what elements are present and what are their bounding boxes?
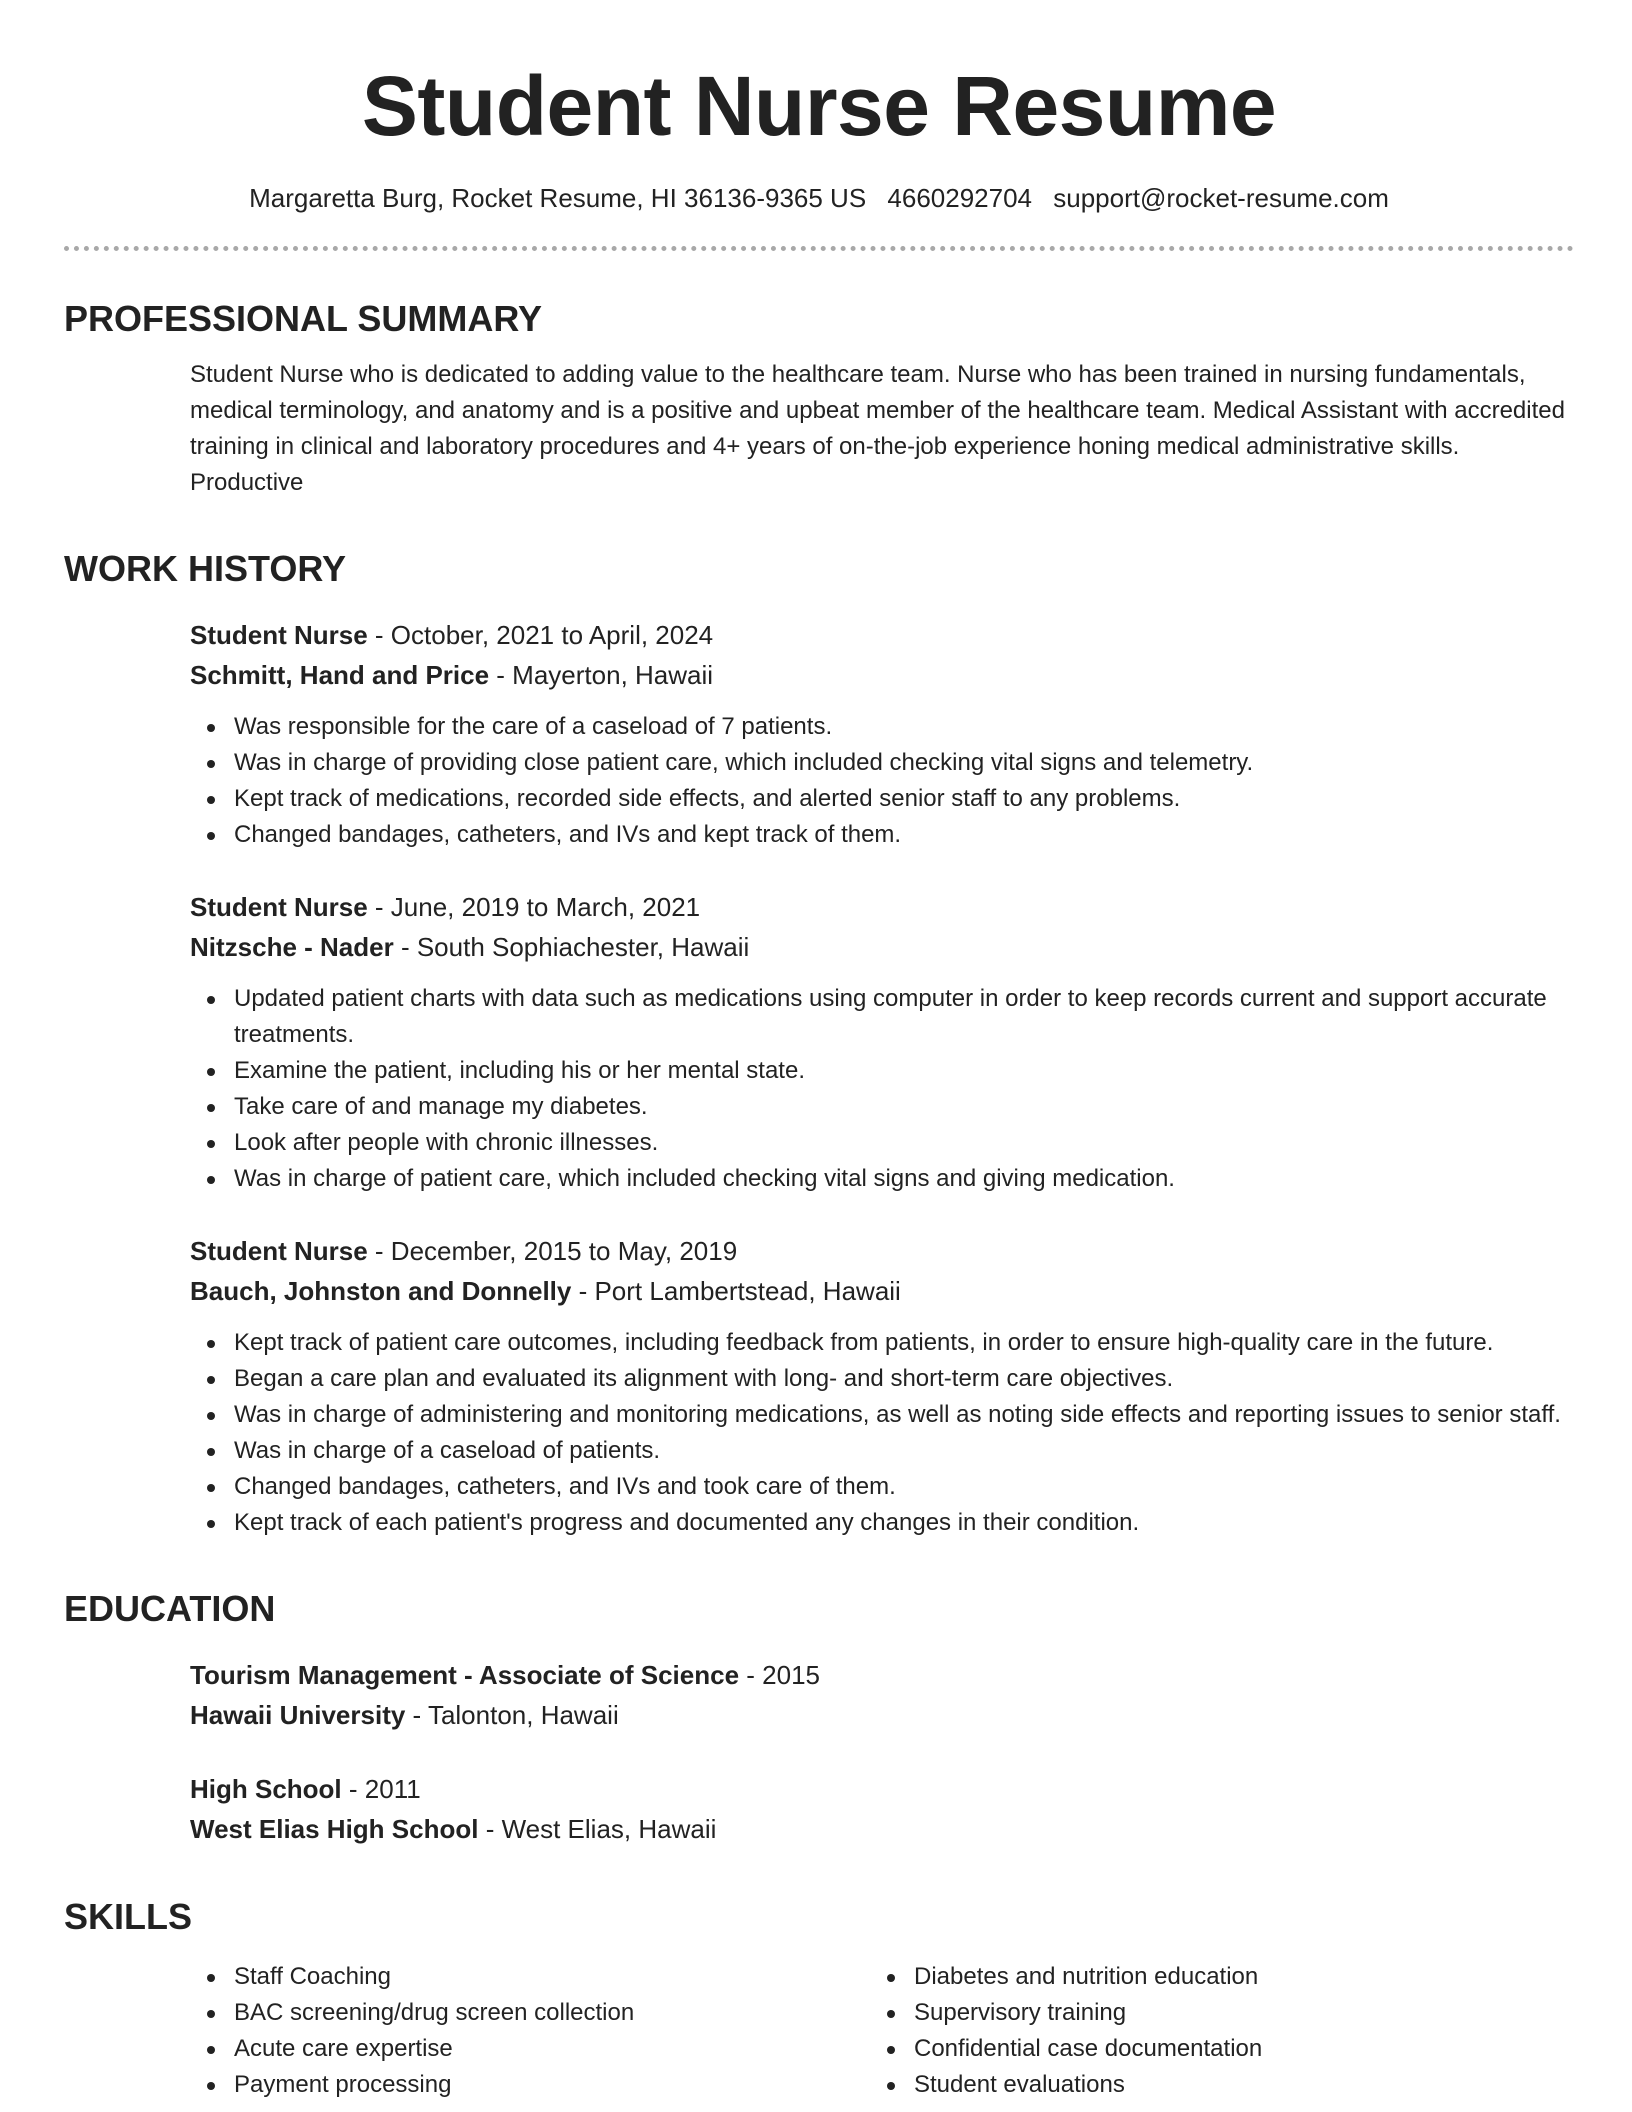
list-item: Was in charge of a caseload of patients. [190,1433,1574,1469]
degree-year: - 2015 [739,1660,820,1690]
job-company: Schmitt, Hand and Price [190,660,490,690]
degree-name: High School [190,1774,342,1804]
degree-line [190,1655,1574,1695]
job-title-line [190,887,1574,927]
job-company-line [190,927,1574,967]
job-entry [190,887,1574,1197]
list-item: Changed bandages, catheters, and IVs and kept track of them. [190,817,1574,853]
job-location: - Port Lambertstead, Hawaii [571,1276,901,1306]
job-bullets [190,1325,1574,1541]
job-title-line [190,1231,1574,1271]
list-item: Changed bandages, catheters, and IVs and took care of them. [190,1469,1574,1505]
list-item: Was in charge of administering and monitoring medications, as well as noting side effects and reporting issues to senior staff. [190,1397,1574,1433]
header-divider [64,246,1574,251]
job-company: Nitzsche - Nader [190,932,394,962]
school-line [190,1809,1574,1849]
education-entry [190,1769,1574,1849]
degree-year: - 2011 [341,1774,421,1804]
school-location: - Talonton, Hawaii [405,1700,619,1730]
degree-line [190,1769,1574,1809]
job-location: - South Sophiachester, Hawaii [393,932,750,962]
list-item: Was responsible for the care of a caseload of 7 patients. [190,709,1574,745]
skill-item: Staff Coaching [190,1959,870,1995]
resume-title: Student Nurse Resume [361,59,1277,153]
job-title: Student Nurse [190,892,368,922]
list-item: Kept track of medications, recorded side effects, and alerted senior staff to any problems. [190,781,1574,817]
skill-item: BAC screening/drug screen collection [190,1995,870,2031]
skill-item: Confidential case documentation [870,2031,1550,2067]
school-name: West Elias High School [190,1814,479,1844]
job-dates: - October, 2021 to April, 2024 [367,620,714,650]
summary-section [190,357,1574,501]
job-location: - Mayerton, Hawaii [489,660,714,690]
degree-name: Tourism Management - Associate of Science [190,1660,740,1690]
job-title-line [190,615,1574,655]
list-item: Kept track of each patient's progress and documented any changes in their condition. [190,1505,1574,1541]
list-item: Updated patient charts with data such as medications using computer in order to keep records current and support accurate treatments. [190,981,1574,1053]
job-dates: - June, 2019 to March, 2021 [367,892,701,922]
contact-address: Margaretta Burg, Rocket Resume, HI 36136-9365 US [249,183,867,213]
job-entry [190,1231,1574,1541]
education-entry [190,1655,1574,1735]
list-item: Take care of and manage my diabetes. [190,1089,1574,1125]
job-company-line [190,1271,1574,1311]
contact-line [64,180,1574,216]
job-bullets [190,981,1574,1197]
skills-heading: SKILLS [64,1896,193,1937]
job-company: Bauch, Johnston and Donnelly [190,1276,572,1306]
skill-item: Acute care expertise [190,2031,870,2067]
work-history-heading: WORK HISTORY [64,548,347,589]
skill-item: Supervisory training [870,1995,1550,2031]
school-location: - West Elias, Hawaii [478,1814,717,1844]
skills-column-right [870,1959,1550,2103]
school-line [190,1695,1574,1735]
summary-heading: PROFESSIONAL SUMMARY [64,298,543,339]
list-item: Examine the patient, including his or her mental state. [190,1053,1574,1089]
list-item: Look after people with chronic illnesses. [190,1125,1574,1161]
skill-item: Student evaluations [870,2067,1550,2103]
education-heading: EDUCATION [64,1588,276,1629]
education-section [190,1655,1574,1849]
work-history-section [190,615,1574,1541]
job-dates: - December, 2015 to May, 2019 [367,1236,738,1266]
contact-phone: 4660292704 [887,183,1033,213]
school-name: Hawaii University [190,1700,406,1730]
skill-item: Payment processing [190,2067,870,2103]
job-title: Student Nurse [190,1236,368,1266]
resume-page [64,56,1574,2103]
job-company-line [190,655,1574,695]
list-item: Began a care plan and evaluated its alignment with long- and short-term care objectives. [190,1361,1574,1397]
contact-email: support@rocket-resume.com [1053,183,1389,213]
list-item: Was in charge of providing close patient care, which included checking vital signs and telemetry. [190,745,1574,781]
job-bullets [190,709,1574,853]
skills-section [190,1959,1574,2103]
job-title: Student Nurse [190,620,368,650]
job-entry [190,615,1574,853]
skills-column-left [190,1959,870,2103]
list-item: Was in charge of patient care, which included checking vital signs and giving medication. [190,1161,1574,1197]
list-item: Kept track of patient care outcomes, including feedback from patients, in order to ensure high-quality care in the future. [190,1325,1574,1361]
summary-text: Student Nurse who is dedicated to adding value to the healthcare team. Nurse who has been trained in nursing fundamentals, medical terminology, and anatomy and is a positive and upbeat member of the healthcare team. Medical Assistant with accredited training in clinical and laboratory procedures and 4+ years of on-the-job experience honing medical administrative skills. Productive [190,361,1565,496]
skills-grid [190,1959,1574,2103]
skill-item: Diabetes and nutrition education [870,1959,1550,1995]
